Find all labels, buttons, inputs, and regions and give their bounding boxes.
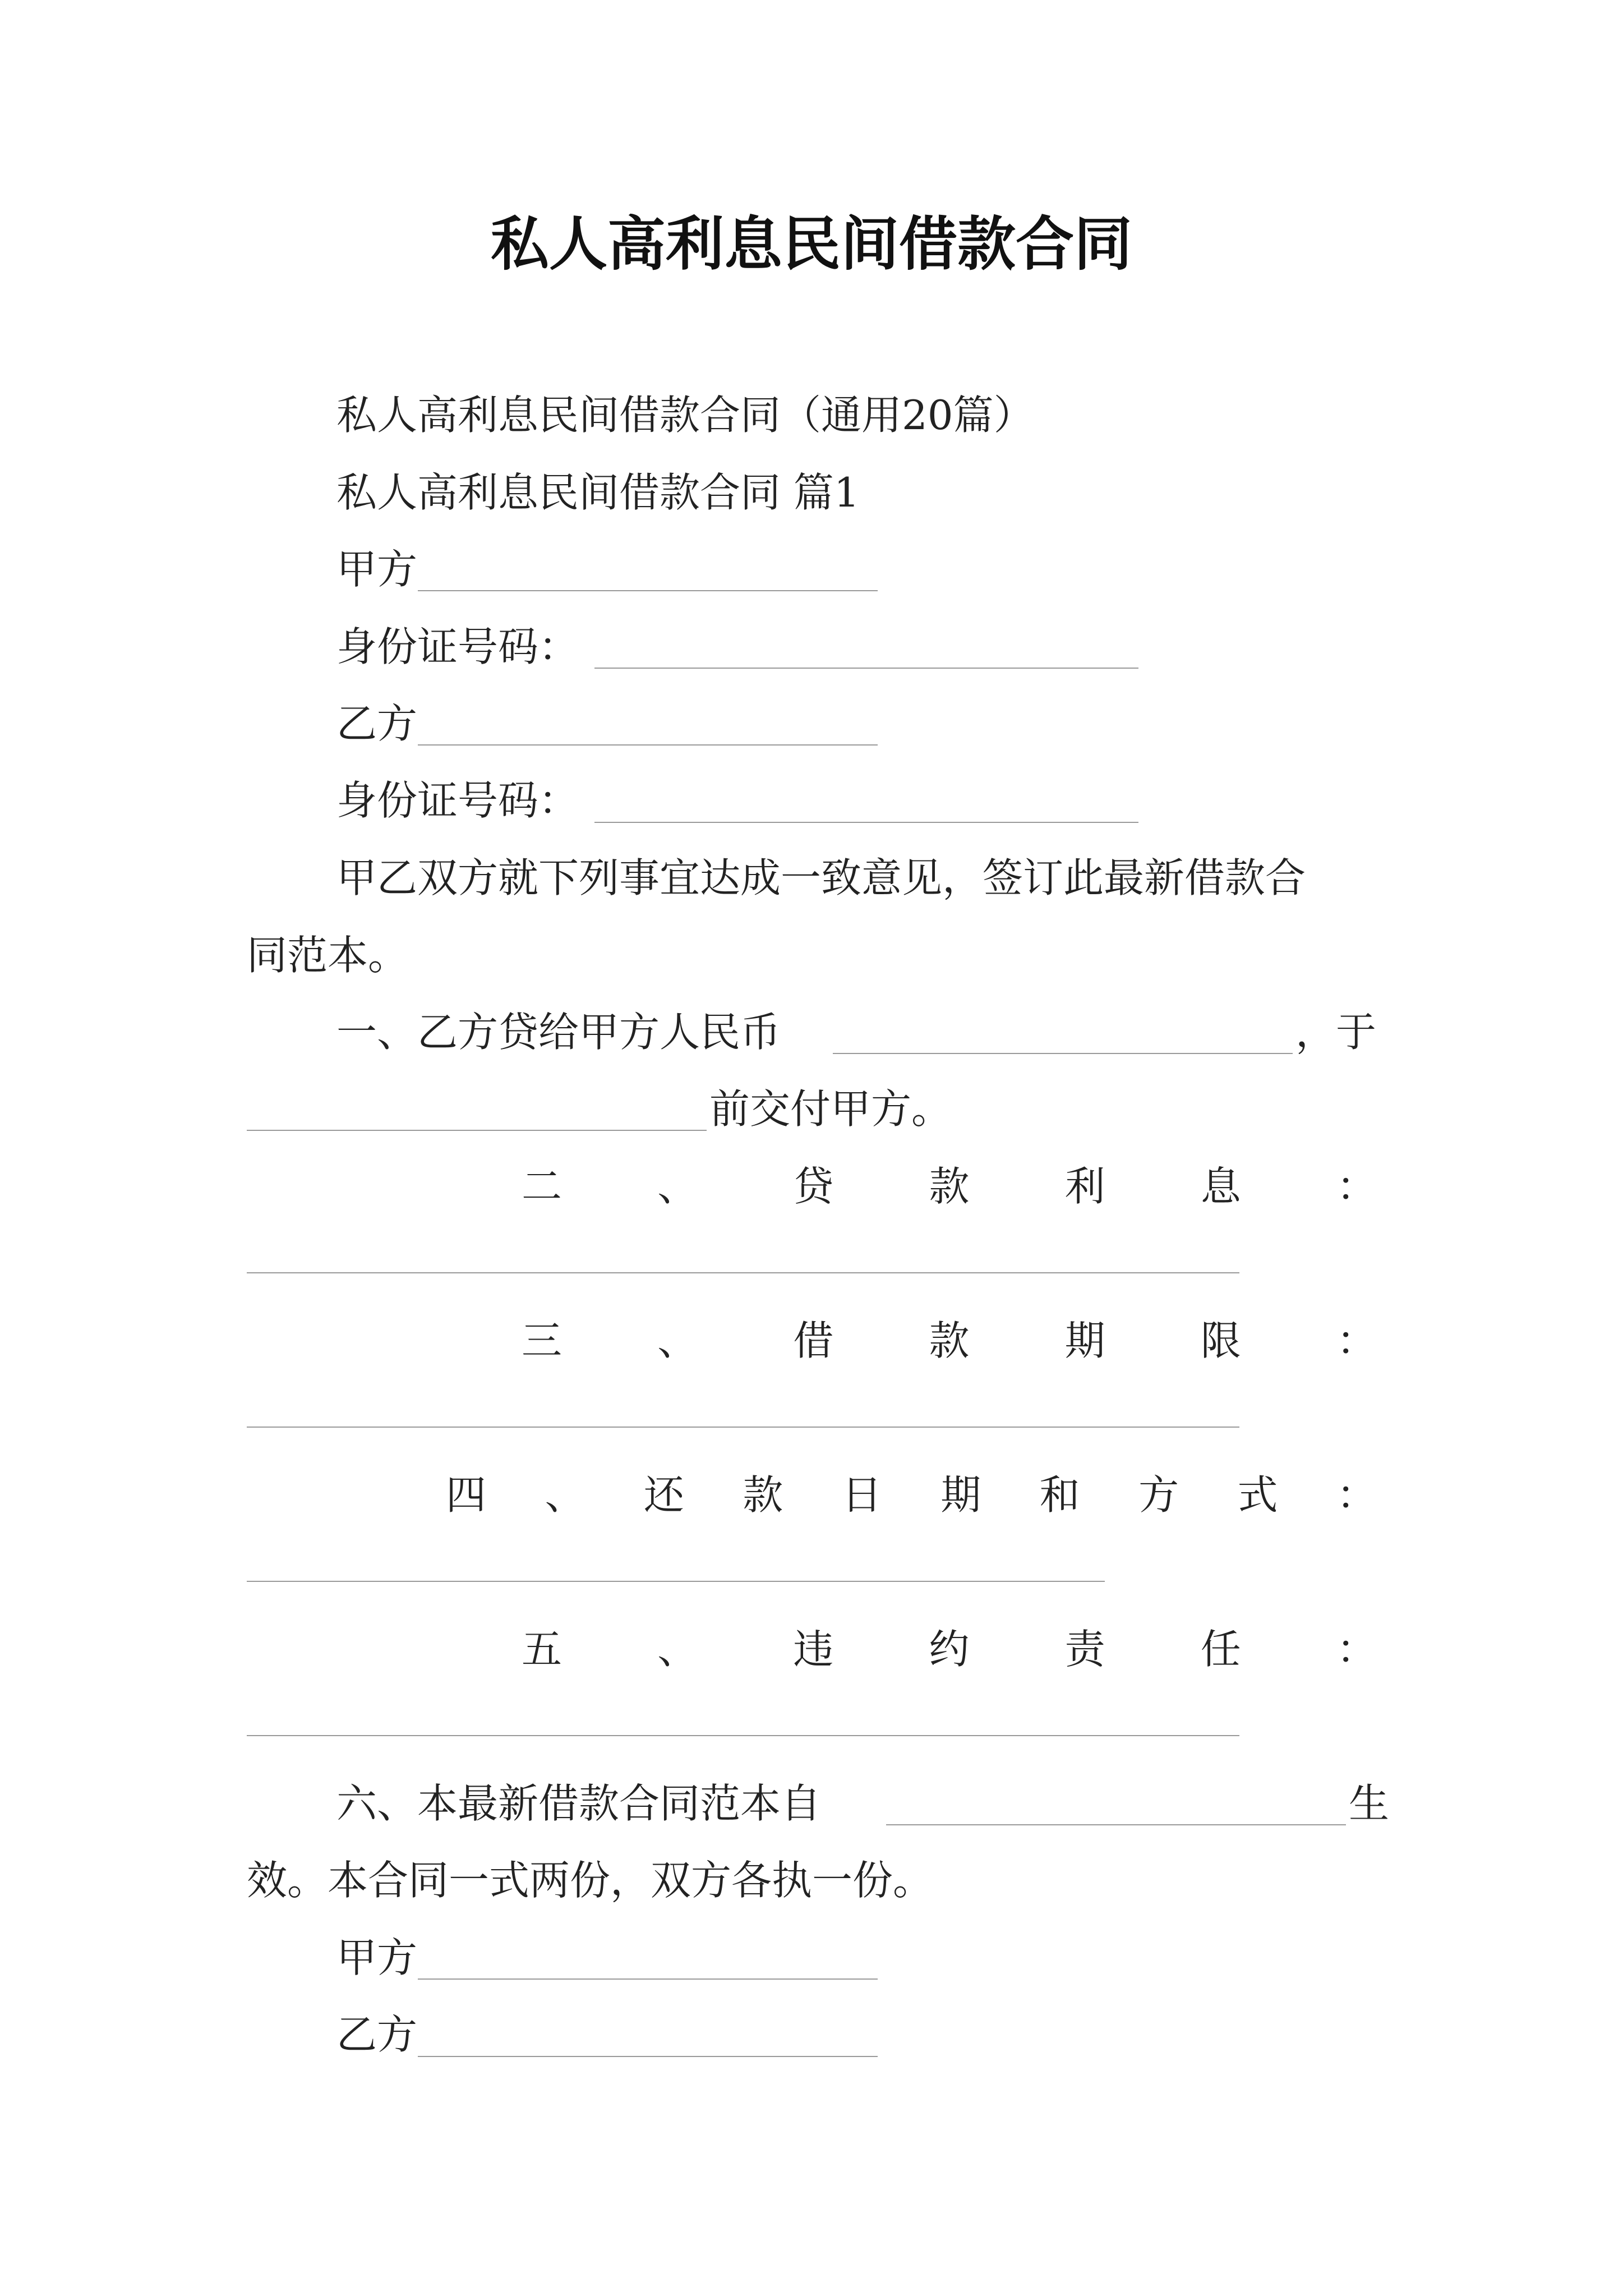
clause-1-amount-blank[interactable] — [833, 1053, 1293, 1054]
signature-party-a-blank[interactable] — [418, 1978, 878, 1980]
clause-2-heading: 二 、 贷 款 利 息 ： — [522, 1163, 1377, 1210]
clause-3-heading: 三 、 借 款 期 限 ： — [522, 1317, 1377, 1364]
clause-2-blank[interactable] — [247, 1272, 1239, 1273]
clause-4-blank[interactable] — [247, 1581, 1105, 1582]
party-a-id-blank[interactable] — [594, 668, 1138, 669]
signature-party-b-label: 乙方 — [336, 2011, 418, 2058]
clause-3-blank[interactable] — [247, 1427, 1239, 1428]
clause-6-text: 六、本最新借款合同范本自 — [336, 1780, 822, 1827]
clause-1-date-blank[interactable] — [247, 1130, 707, 1131]
intro-line-2: 同范本。 — [247, 932, 409, 979]
party-b-id-blank[interactable] — [594, 822, 1138, 823]
clause-6-sheng: 生 — [1349, 1780, 1390, 1827]
party-a-blank[interactable] — [418, 590, 878, 591]
intro-line-1: 甲乙双方就下列事宜达成一致意见，签订此最新借款合 — [336, 854, 1306, 901]
signature-party-b-blank[interactable] — [418, 2056, 878, 2057]
party-a-id-label: 身份证号码： — [336, 623, 579, 670]
clause-4-heading: 四 、 还 款 日 期 和 方 式 ： — [446, 1471, 1377, 1519]
clause-1-yu: ，于 — [1295, 1009, 1377, 1056]
clause-6-tail: 效。本合同一式两份，双方各执一份。 — [247, 1857, 934, 1904]
clause-5-blank[interactable] — [247, 1735, 1239, 1736]
party-b-blank[interactable] — [418, 744, 878, 746]
clause-5-heading: 五 、 违 约 责 任 ： — [522, 1626, 1377, 1673]
signature-party-a-label: 甲方 — [336, 1934, 418, 1981]
section-heading: 私人高利息民间借款合同 篇1 — [336, 469, 860, 516]
document-title: 私人高利息民间借款合同 — [490, 209, 1132, 278]
clause-1-text: 一、乙方贷给甲方人民币 — [336, 1009, 781, 1056]
clause-1-tail: 前交付甲方。 — [709, 1085, 952, 1133]
party-a-label: 甲方 — [336, 546, 418, 593]
clause-6-date-blank[interactable] — [886, 1824, 1346, 1825]
subtitle: 私人高利息民间借款合同（通用20篇） — [336, 392, 1034, 439]
party-b-id-label: 身份证号码： — [336, 777, 579, 824]
party-b-label: 乙方 — [336, 700, 418, 747]
